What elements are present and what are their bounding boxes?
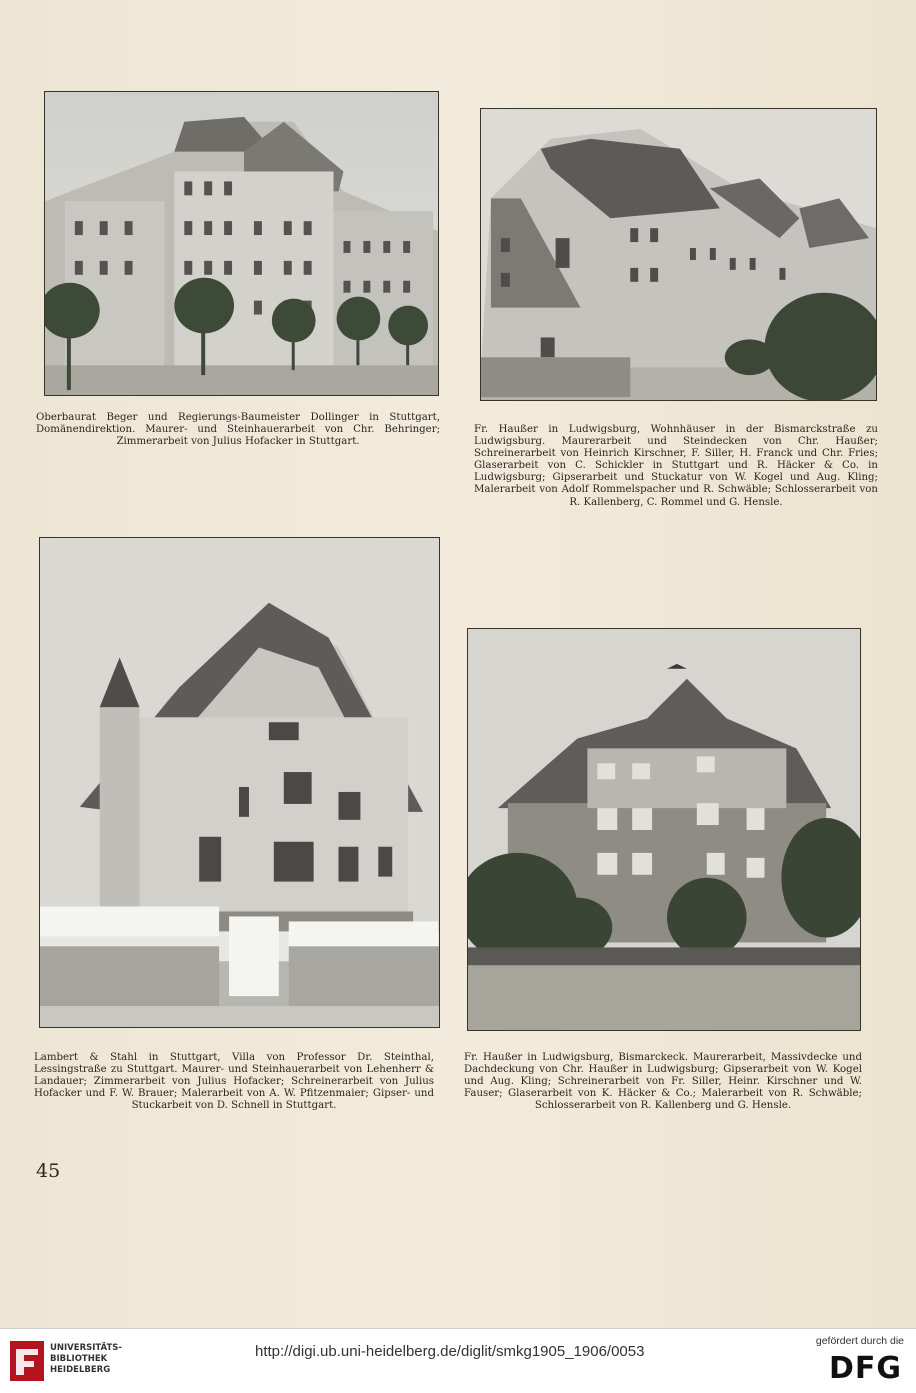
- photo-domaenendirektion: [44, 91, 439, 396]
- photo-bismarckstrasse-image: [481, 109, 876, 400]
- dfg-logo[interactable]: DFG: [828, 1351, 902, 1386]
- ub-heidelberg-logo-icon[interactable]: [10, 1341, 44, 1381]
- permalink-url[interactable]: http://digi.ub.uni-heidelberg.de/diglit/smkg1905_1906/0053: [255, 1343, 645, 1360]
- caption-bottom-left: Lambert & Stahl in Stuttgart, Villa von Professor Dr. Steinthal, Lessingstraße zu Stuttgart. Maurer- und Steinhauerarbeit von Lehenherr & Landauer; Zimmerarbeit von Julius Hofacker; Schreinerarbeit von Julius Hofacker und F. W. Brauer; Malerarbeit von A. W. Pfitzenmaier; Gipser- und Stuckarbeit von D. Schnell in Stuttgart.: [34, 1052, 434, 1112]
- logo-line-3: HEIDELBERG: [50, 1365, 111, 1375]
- caption-bottom-right: Fr. Haußer in Ludwigsburg, Bismarckeck. Maurerarbeit, Massivdecke und Dachdeckung von Chr. Haußer in Ludwigsburg; Gipserarbeit von W. Kogel und Aug. Kling; Schreinerarbeit von Fr. Siller, Heinr. Kirschner und W. Fauser; Glaserarbeit von K. Häcker & Co.; Malerarbeit von R. Schwäble; Schlosserarbeit von R. Kallenberg und G. Hensle.: [464, 1052, 862, 1112]
- photo-domaenendirektion-image: [45, 92, 438, 395]
- logo-shape: [10, 1341, 44, 1381]
- logo-line-2: BIBLIOTHEK: [50, 1354, 108, 1364]
- page-number: 45: [36, 1160, 61, 1182]
- photo-villa-steinthal: [39, 537, 440, 1028]
- photo-bismarckeck-image: [468, 629, 860, 1030]
- photo-bismarckstrasse: [480, 108, 877, 401]
- caption-top-right: Fr. Haußer in Ludwigsburg, Wohnhäuser in der Bismarckstraße zu Ludwigsburg. Maurerarbeit und Steindecken von Chr. Haußer; Schreinerarbeit von Heinrich Kirschner, F. Siller, H. Franck und Chr. Fries; Glaserarbeit von C. Schickler in Stuttgart und R. Häcker & Co. in Ludwigsburg; Gipserarbeit und Stuckatur von W. Kogel und Aug. Kling; Malerarbeit von Adolf Rommelspacher und R. Schwäble; Schlosserarbeit von R. Kallenberg, C. Rommel und G. Hensle.: [474, 424, 878, 508]
- logo-text[interactable]: [50, 1343, 122, 1376]
- caption-top-left: Oberbaurat Beger und Regierungs-Baumeister Dollinger in Stuttgart, Domänendirektion. Maurer- und Steinhauerarbeit von Chr. Behringer; Zimmerarbeit von Julius Hofacker in Stuttgart.: [36, 412, 440, 448]
- footer-bar: [0, 1328, 916, 1393]
- logo-line-1: UNIVERSITÄTS-: [50, 1343, 122, 1353]
- photo-villa-steinthal-image: [40, 538, 439, 1027]
- photo-bismarckeck: [467, 628, 861, 1031]
- funded-by-text: gefördert durch die: [815, 1335, 904, 1347]
